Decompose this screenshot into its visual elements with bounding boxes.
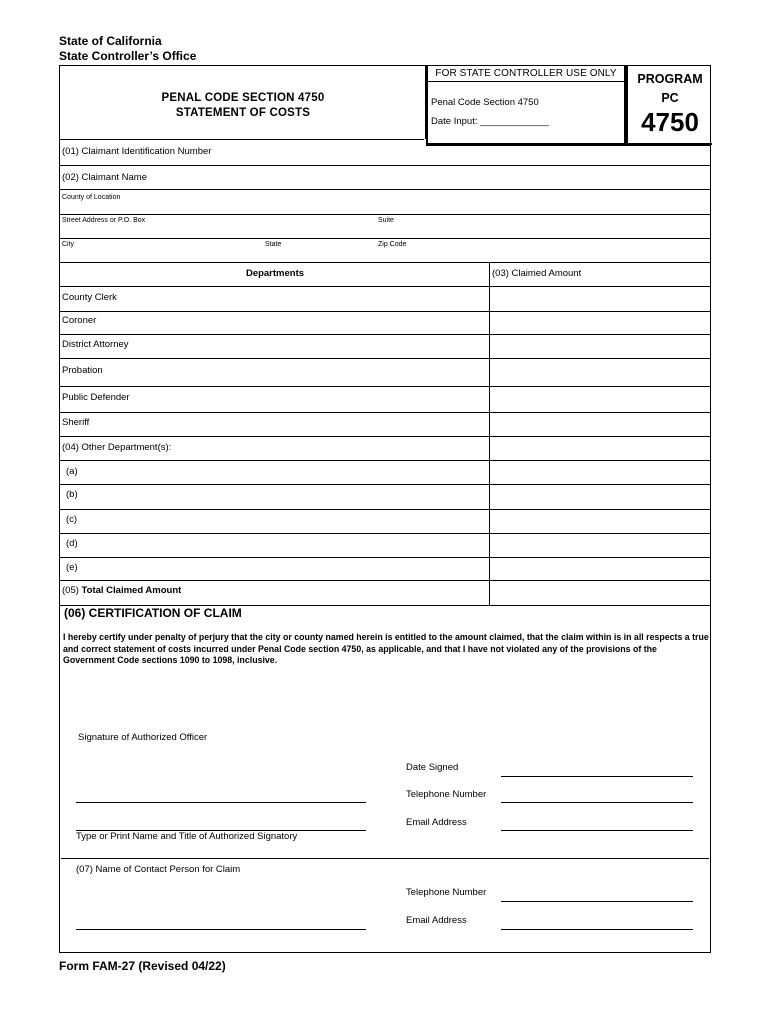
form-title-line1: PENAL CODE SECTION 4750: [161, 92, 325, 104]
divider: [60, 286, 710, 287]
total-label: Total Claimed Amount: [81, 585, 182, 596]
other-department-d[interactable]: (d): [66, 538, 78, 549]
divider: [60, 139, 424, 140]
total-prefix: (05): [62, 585, 82, 596]
divider: [60, 557, 710, 558]
contact-person-label: (07) Name of Contact Person for Claim: [76, 864, 241, 875]
form-id: Form FAM-27 (Revised 04/22): [59, 959, 226, 973]
suite-field[interactable]: Suite: [378, 217, 394, 224]
date-signed-label: Date Signed: [406, 762, 459, 773]
divider: [60, 533, 710, 534]
divider: [60, 311, 710, 312]
divider: [60, 358, 710, 359]
form-title-box: [60, 66, 426, 139]
signature-line[interactable]: [76, 802, 366, 803]
divider: [60, 238, 710, 239]
state-field[interactable]: State: [265, 241, 282, 248]
contact-email-line[interactable]: [501, 929, 693, 930]
divider: [60, 386, 710, 387]
claimant-name-field[interactable]: (02) Claimant Name: [62, 172, 147, 183]
divider: [426, 145, 710, 146]
divider: [60, 484, 710, 485]
divider: [60, 436, 710, 437]
zip-code-field[interactable]: Zip Code: [378, 241, 407, 248]
other-department-c[interactable]: (c): [66, 514, 78, 525]
divider: [60, 262, 710, 263]
form-title-line2: STATEMENT OF COSTS: [175, 107, 311, 119]
department-public-defender: Public Defender: [62, 392, 130, 403]
controller-use-box: [426, 66, 626, 145]
divider: [60, 165, 710, 166]
divider: [60, 580, 710, 581]
department-district-attorney: District Attorney: [62, 339, 129, 350]
total-claimed-amount-label: [62, 585, 181, 596]
email-line[interactable]: [501, 830, 693, 831]
divider: [60, 412, 710, 413]
controller-code-line: Penal Code Section 4750: [431, 97, 539, 108]
claimant-id-field[interactable]: (01) Claimant Identification Number: [62, 146, 212, 157]
divider: [61, 858, 709, 859]
divider: [60, 509, 710, 510]
print-name-label: Type or Print Name and Title of Authorized Signatory: [76, 831, 298, 842]
department-coroner: Coroner: [62, 315, 97, 326]
divider: [60, 334, 710, 335]
department-probation: Probation: [62, 365, 103, 376]
program-code: PC: [661, 91, 679, 105]
signature-label: Signature of Authorized Officer: [78, 732, 208, 743]
controller-use-heading: FOR STATE CONTROLLER USE ONLY: [428, 66, 624, 82]
telephone-label: Telephone Number: [406, 789, 487, 800]
divider: [60, 460, 710, 461]
divider: [60, 214, 710, 215]
departments-header: Departments: [245, 268, 305, 279]
program-box: [626, 66, 712, 145]
state-name: State of California: [59, 34, 162, 48]
department-county-clerk: County Clerk: [62, 292, 117, 303]
contact-telephone-label: Telephone Number: [406, 887, 487, 898]
other-department-a[interactable]: (a): [66, 466, 78, 477]
program-label: PROGRAM: [637, 72, 703, 86]
city-field[interactable]: City: [62, 241, 75, 248]
certification-text: I hereby certify under penalty of perjury that the city or county named herein is entitled to the amount claimed, that the claim within is in all respects a true and correct statement of costs incurred under Penal Code section 4750, as applicable, and that I have not violated any of the provisions of the Government Code sections 1090 to 1098, inclusive.: [63, 632, 709, 665]
other-department-b[interactable]: (b): [66, 489, 78, 500]
contact-name-line[interactable]: [76, 929, 366, 930]
date-signed-line[interactable]: [501, 776, 693, 777]
office-name: State Controller’s Office: [59, 49, 197, 63]
contact-telephone-line[interactable]: [501, 901, 693, 902]
county-field[interactable]: County of Location: [62, 194, 121, 201]
email-label: Email Address: [406, 817, 467, 828]
divider: [60, 189, 710, 190]
telephone-line[interactable]: [501, 802, 693, 803]
contact-email-label: Email Address: [406, 915, 467, 926]
program-number: 4750: [641, 107, 699, 137]
amount-column-divider: [489, 262, 490, 605]
department-sheriff: Sheriff: [62, 417, 90, 428]
street-address-field[interactable]: Street Address or P.O. Box: [62, 217, 146, 224]
other-departments-label: (04) Other Department(s):: [62, 442, 172, 453]
statement-of-costs-form: [59, 65, 711, 953]
other-department-e[interactable]: (e): [66, 562, 78, 573]
date-input-field[interactable]: Date Input: _____________: [431, 116, 549, 127]
claimed-amount-header: (03) Claimed Amount: [492, 268, 582, 279]
certification-title: (06) CERTIFICATION OF CLAIM: [64, 606, 242, 620]
